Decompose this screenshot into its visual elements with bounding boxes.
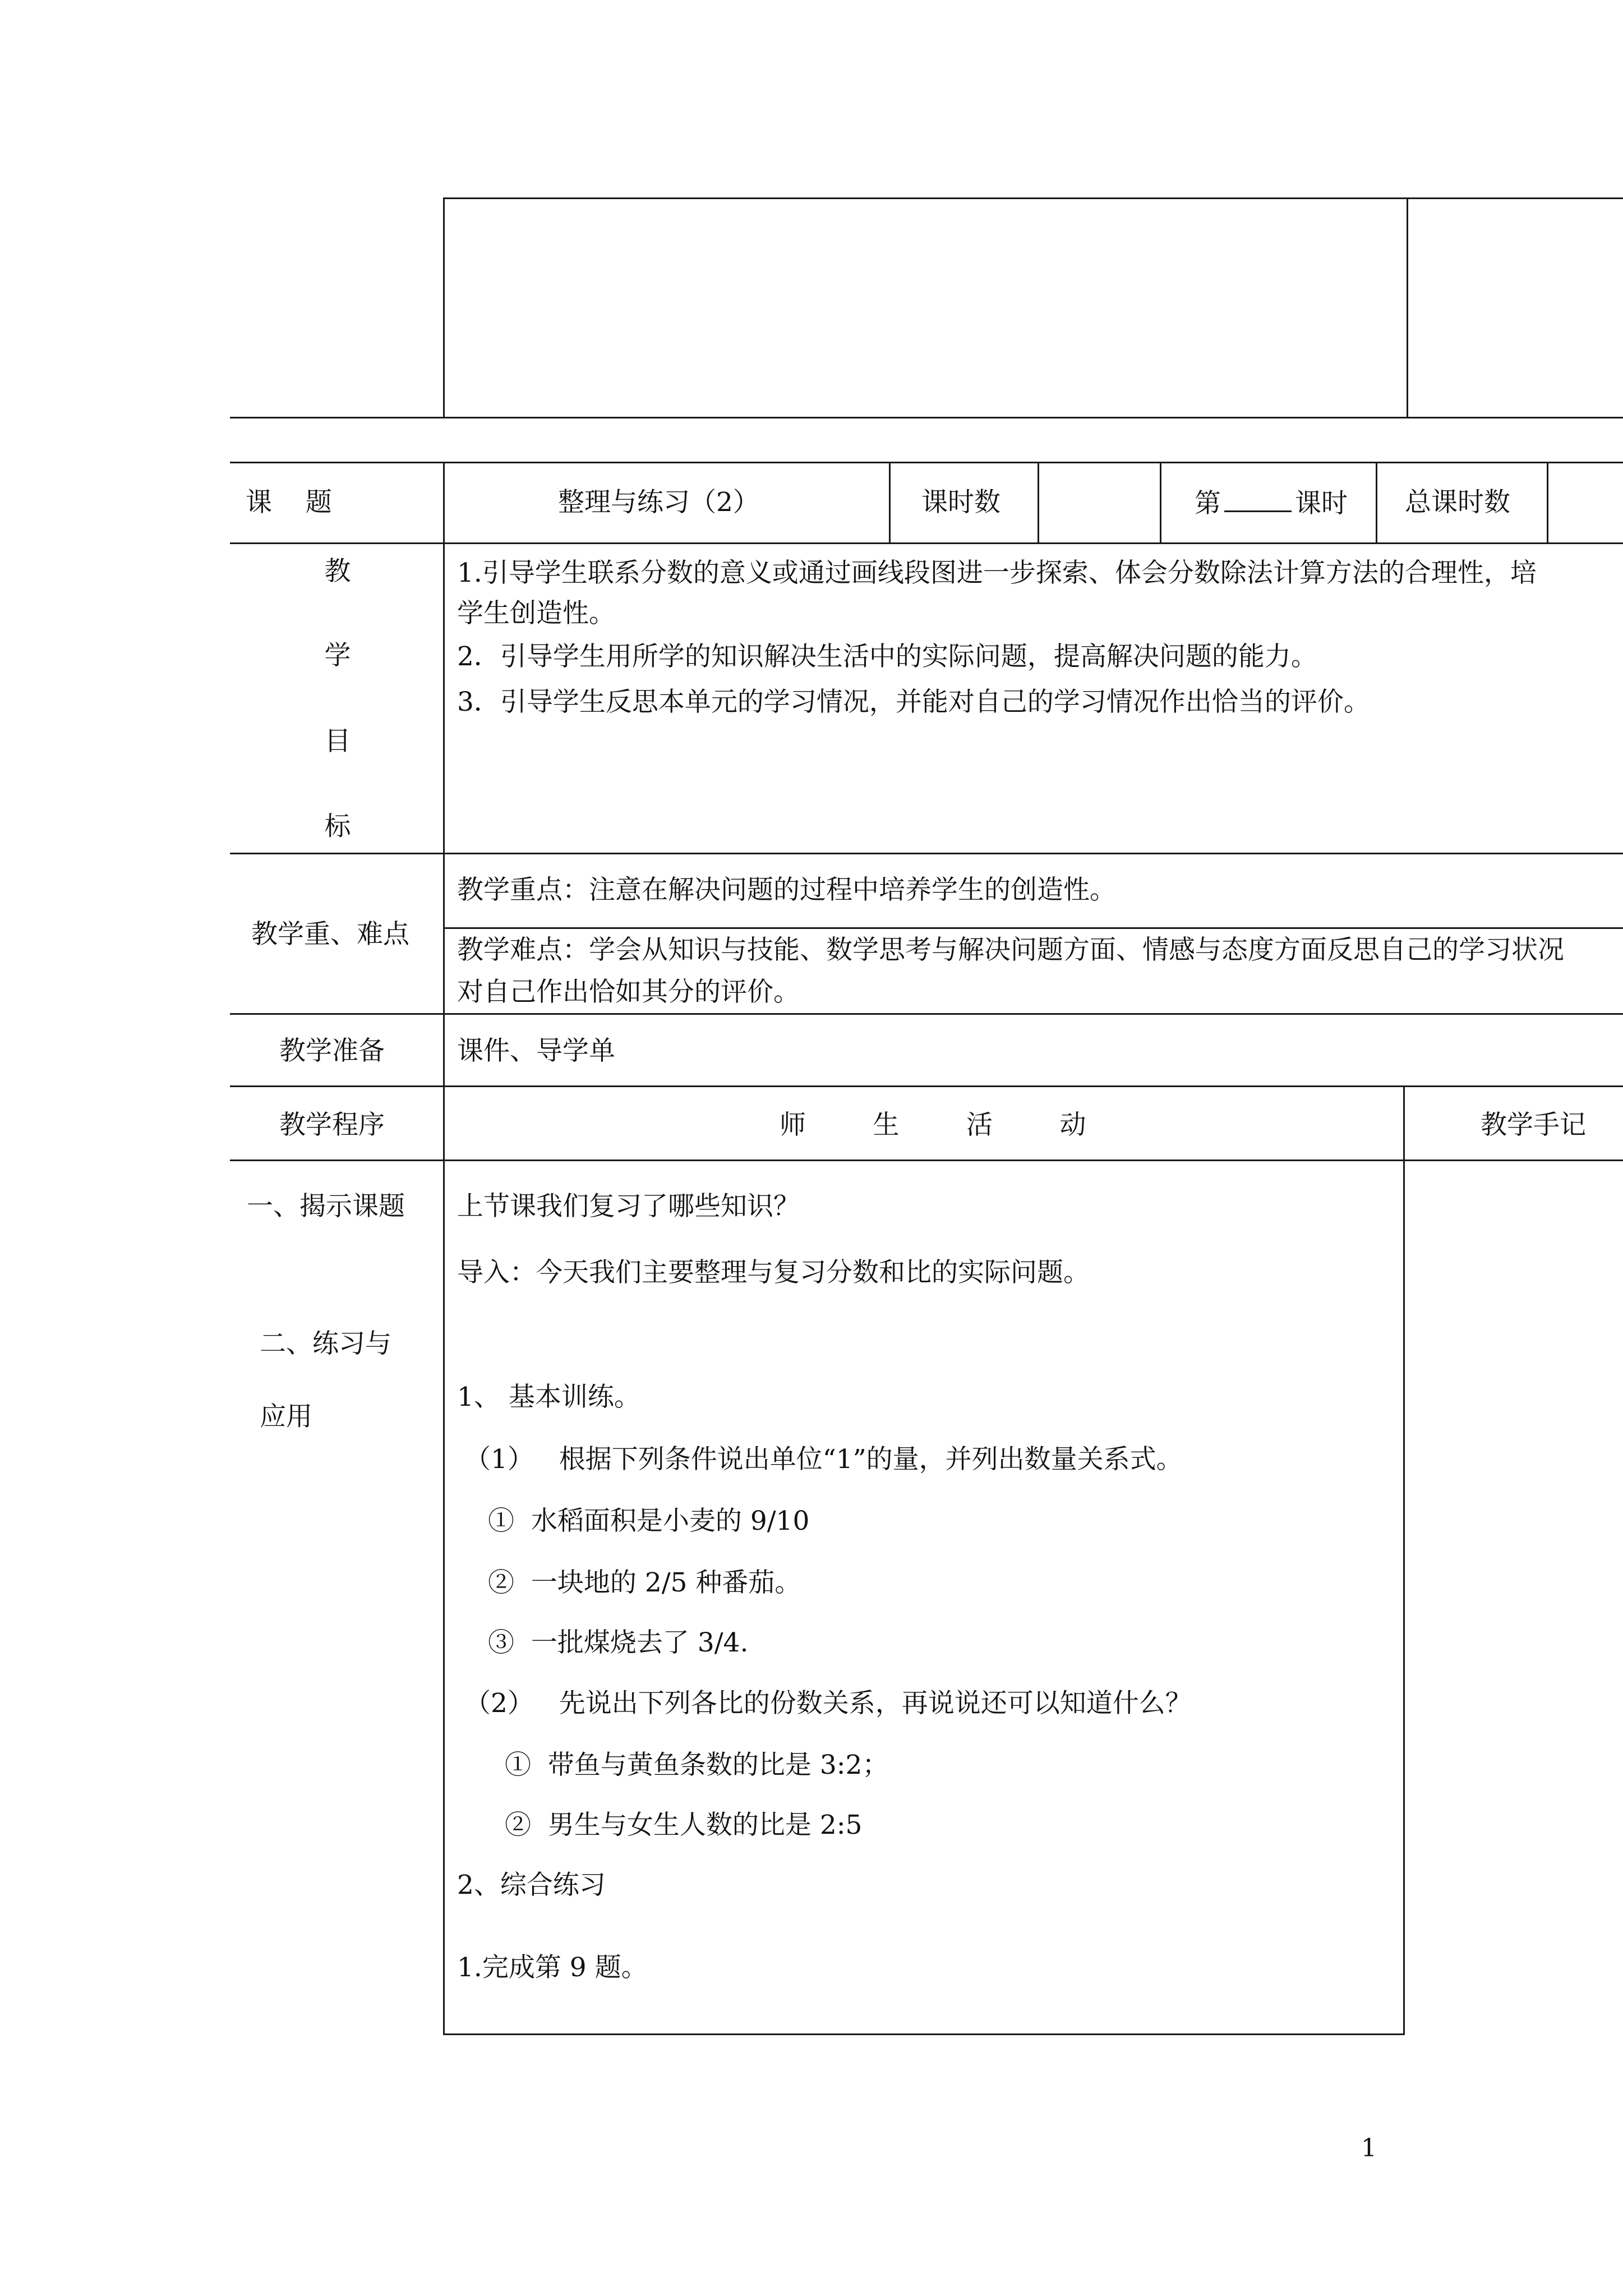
notes-column-divider [1403, 1085, 1405, 2035]
objectives-label-char-3: 目 [324, 726, 351, 757]
objective-line-3: 2．引导学生用所学的知识解决生活中的实际问题，提高解决问题的能力。 [457, 641, 1317, 672]
activity-line-3: 1、 基本训练。 [457, 1382, 640, 1412]
objective-line-2: 学生创造性。 [457, 598, 615, 629]
page-number: 1 [1361, 2134, 1377, 2162]
lesson-nth-suffix: 课时 [1295, 488, 1348, 519]
header-divider-4 [1376, 462, 1377, 544]
row-divider-preparation [230, 1085, 1623, 1087]
lesson-nth-prefix: 第 [1195, 488, 1221, 519]
teaching-difficulty-line-1: 教学难点：学会从知识与技能、数学思考与解决问题方面、情感与态度方面反思自己的学习状况 [457, 935, 1564, 965]
procedure-col-header: 教学程序 [279, 1110, 385, 1140]
main-column-divider [443, 462, 445, 2035]
activity-line-7: ③ 一批煤烧去了 3/4. [488, 1627, 749, 1658]
row-divider-header [230, 542, 1623, 544]
teaching-difficulty-line-2: 对自己作出恰如其分的评价。 [457, 977, 800, 1007]
activity-line-4: （1） 根据下列条件说出单位“1”的量，并列出数量关系式。 [464, 1444, 1183, 1475]
activity-line-5: ① 水稻面积是小麦的 9/10 [488, 1506, 810, 1536]
step-1-title: 一、揭示课题 [247, 1191, 405, 1222]
notes-col-header: 教学手记 [1481, 1110, 1586, 1140]
topic-value: 整理与练习（2） [558, 487, 759, 518]
preparation-label: 教学准备 [279, 1036, 385, 1066]
header-divider-2 [1038, 462, 1039, 544]
header-divider-1 [889, 462, 891, 544]
objective-line-1: 1.引导学生联系分数的意义或通过画线段图进一步探索、体会分数除法计算方法的合理性，培 [457, 558, 1537, 588]
lesson-nth-blank [1224, 489, 1292, 512]
objectives-label-char-1: 教 [324, 556, 351, 587]
topic-label: 课 题 [246, 487, 332, 518]
objectives-label-char-2: 学 [324, 640, 351, 671]
preparation-value: 课件、导学单 [457, 1036, 615, 1066]
row-divider-objectives [230, 853, 1623, 854]
table-bottom-border-left [443, 2033, 1405, 2035]
top-box-bottom-border [230, 417, 1623, 418]
activity-line-12: 1.完成第 9 题。 [457, 1952, 648, 1983]
activity-line-8: （2） 先说出下列各比的份数关系，再说说还可以知道什么？ [464, 1688, 1192, 1719]
objective-line-4: 3．引导学生反思本单元的学习情况，并能对自己的学习情况作出恰当的评价。 [457, 687, 1370, 717]
activity-line-9: ① 带鱼与黄鱼条数的比是 3:2； [505, 1750, 889, 1780]
activity-line-1: 上节课我们复习了哪些知识？ [457, 1191, 800, 1222]
lesson-nth [1195, 489, 1348, 517]
top-box-top-border [443, 197, 1623, 199]
step-2-title-line-2: 应用 [260, 1401, 312, 1432]
activity-line-10: ② 男生与女生人数的比是 2:5 [505, 1810, 863, 1841]
row-divider-procedure-header [230, 1159, 1623, 1161]
activity-line-11: 2、综合练习 [457, 1870, 606, 1901]
key-points-label: 教学重、难点 [251, 919, 409, 950]
activity-line-2: 导入：今天我们主要整理与复习分数和比的实际问题。 [457, 1257, 1090, 1288]
teaching-focus: 教学重点：注意在解决问题的过程中培养学生的创造性。 [457, 875, 1116, 905]
objectives-label-char-4: 标 [324, 811, 351, 842]
row-divider-focus [443, 927, 1623, 929]
top-box-left-border [443, 197, 445, 417]
table-top-border [230, 462, 1623, 463]
lesson-count-label: 课时数 [921, 487, 1000, 518]
step-2-title-line-1: 二、练习与 [260, 1328, 391, 1359]
header-divider-5 [1547, 462, 1548, 544]
row-divider-keypoints [230, 1013, 1623, 1015]
header-divider-3 [1160, 462, 1161, 544]
activities-col-header: 师 生 活 动 [780, 1110, 1086, 1140]
total-lessons-label: 总课时数 [1405, 487, 1510, 518]
activity-line-6: ② 一块地的 2/5 种番茄。 [488, 1567, 801, 1598]
top-box-divider [1407, 197, 1408, 417]
